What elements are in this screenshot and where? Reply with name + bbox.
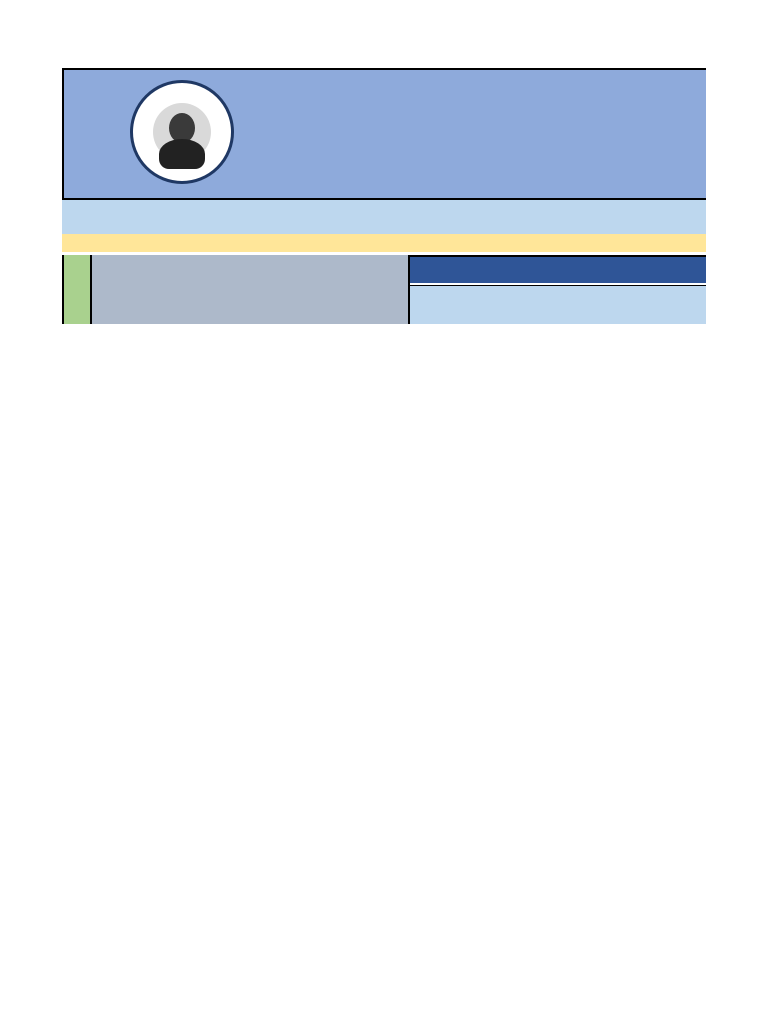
area-header xyxy=(410,255,706,283)
estandares-header xyxy=(410,285,706,303)
portrait-body xyxy=(159,139,205,169)
school-header xyxy=(62,68,706,200)
school-logo xyxy=(130,80,234,184)
logo-portrait xyxy=(153,103,211,161)
title-band xyxy=(62,200,706,234)
info-band xyxy=(62,234,706,252)
standard-numbers-row xyxy=(410,303,674,324)
standard-numbers-row-extension xyxy=(674,303,706,324)
number-column-header xyxy=(62,255,92,324)
nomina-column-header xyxy=(92,255,410,324)
